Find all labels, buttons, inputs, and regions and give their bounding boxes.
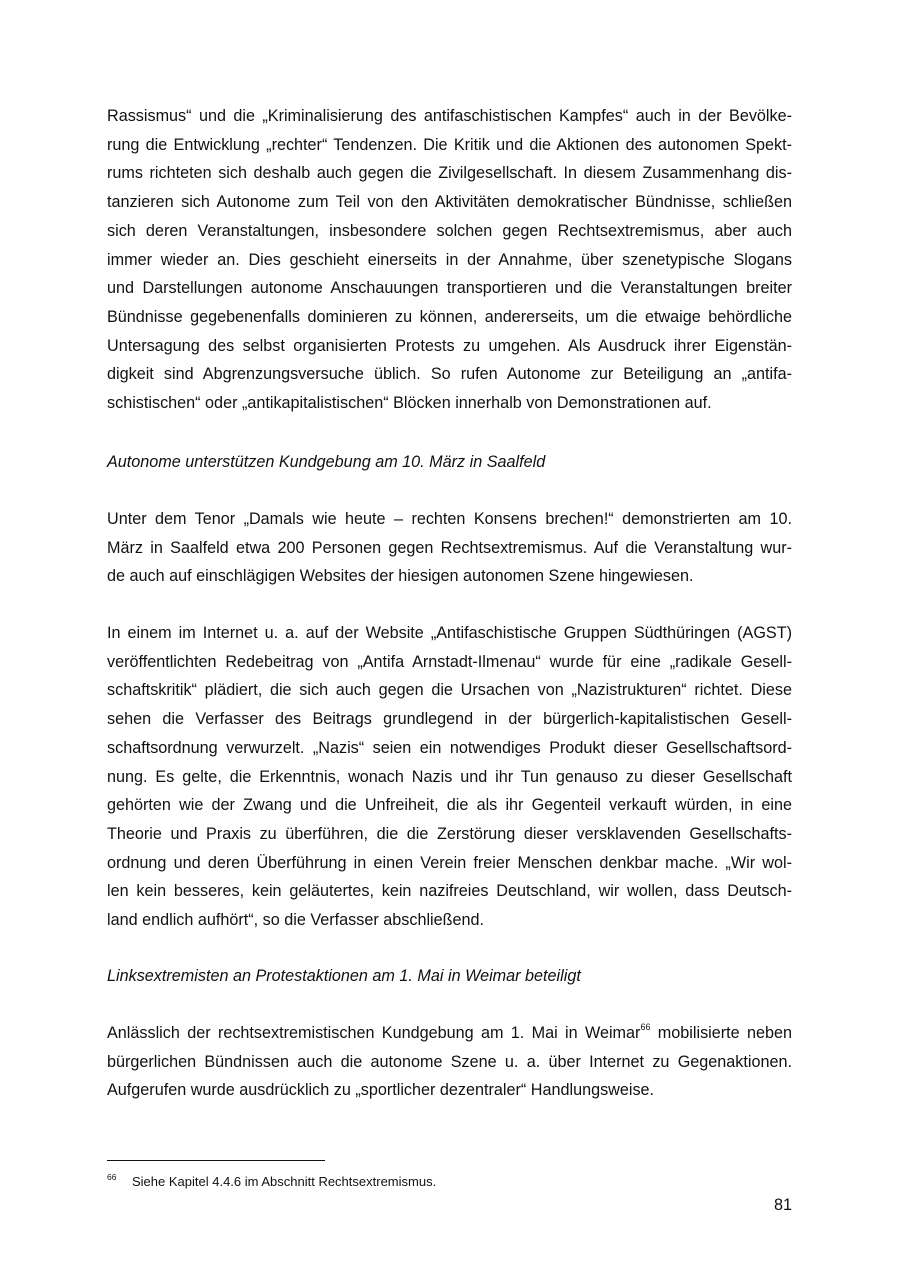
paragraph-line: Theorie und Praxis zu überführen, die die Zerstörung dieser versklavenden Gesellschafts- [107, 824, 792, 843]
paragraph-line: Untersagung des selbst organisierten Protests zu umgehen. Als Ausdruck ihrer Eigenstän- [107, 336, 792, 355]
footnote-separator [107, 1160, 325, 1161]
paragraph-line [107, 1019, 792, 1048]
section-heading-weimar: Linksextremisten an Protestaktionen am 1. Mai in Weimar beteiligt [107, 967, 581, 985]
paragraph-line: schaftskritik“ plädiert, die sich auch gegen die Ursachen von „Nazistrukturen“ richtet. Diese [107, 681, 792, 700]
paragraph-line: ordnung und deren Überführung in einen Verein freier Menschen denkbar mache. „Wir wol- [107, 853, 792, 872]
paragraph-line: Bündnisse gegebenenfalls dominieren zu können, andererseits, um die etwaige behördliche [107, 307, 792, 326]
paragraph-line: rums richteten sich deshalb auch gegen die Zivilgesellschaft. In diesem Zusammenhang dis- [107, 164, 792, 183]
paragraph-autonome-abgrenzung [107, 102, 792, 418]
paragraph-line: sich deren Veranstaltungen, insbesondere solchen gegen Rechtsextremismus, aber auch [107, 221, 792, 240]
paragraph-line: len kein besseres, kein geläutertes, kein nazifreies Deutschland, wir wollen, dass Deutsch- [107, 882, 792, 901]
paragraph-line: Unter dem Tenor „Damals wie heute – rechten Konsens brechen!“ demonstrierten am 10. [107, 510, 792, 528]
paragraph-line: nung. Es gelte, die Erkenntnis, wonach Nazis und ihr Tun genauso zu dieser Gesellschaft [107, 767, 792, 786]
paragraph-line: schistischen“ oder „antikapitalistischen“ Blöcken innerhalb von Demonstrationen auf. [107, 394, 712, 413]
paragraph-line: tanzieren sich Autonome zum Teil von den Aktivitäten demokratischer Bündnisse, schließen [107, 193, 792, 212]
page-number: 81 [773, 1196, 792, 1214]
paragraph-line: sehen die Verfasser des Beitrags grundlegend in der bürgerlich-kapitalistischen Gesell- [107, 710, 792, 729]
paragraph-line: de auch auf einschlägigen Websites der hiesigen autonomen Szene hingewiesen. [107, 567, 694, 586]
paragraph-line-text: mobilisierte neben [650, 1024, 792, 1042]
paragraph-line: schaftsordnung verwurzelt. „Nazis“ seien ein notwendiges Produkt dieser Gesellschaftsord- [107, 738, 792, 757]
footnote [107, 1168, 436, 1191]
paragraph-line: und Darstellungen autonome Anschauungen transportieren und die Veranstaltungen breiter [107, 279, 792, 298]
paragraph-line: gehörten wie der Zwang und die Unfreiheit, die als ihr Gegenteil verkauft würden, in eine [107, 796, 792, 815]
paragraph-line: rung die Entwicklung „rechter“ Tendenzen. Die Kritik und die Aktionen des autonomen Spekt- [107, 135, 792, 154]
paragraph-line-text: Anlässlich der rechtsextremistischen Kundgebung am 1. Mai in Weimar [107, 1024, 641, 1042]
paragraph-weimar [107, 1019, 792, 1105]
footnote-number: 66 [107, 1172, 117, 1182]
paragraph-redebeitrag [107, 619, 792, 935]
paragraph-line: bürgerlichen Bündnissen auch die autonome Szene u. a. über Internet zu Gegenaktionen. [107, 1052, 792, 1071]
paragraph-line: In einem im Internet u. a. auf der Website „Antifaschistische Gruppen Südthüringen (AGST) [107, 624, 792, 642]
footnote-text: Siehe Kapitel 4.4.6 im Abschnitt Rechtsextremismus. [132, 1174, 437, 1189]
paragraph-line: immer wieder an. Dies geschieht einerseits in der Annahme, über szenetypische Slogans [107, 250, 792, 269]
paragraph-line: land endlich aufhört“, so die Verfasser abschließend. [107, 911, 485, 930]
section-heading-saalfeld: Autonome unterstützen Kundgebung am 10. März in Saalfeld [107, 453, 546, 471]
footnote-reference[interactable]: 66 [640, 1022, 651, 1032]
paragraph-saalfeld [107, 505, 792, 591]
paragraph-line: veröffentlichten Redebeitrag von „Antifa Arnstadt-Ilmenau“ wurde für eine „radikale Gesell- [107, 652, 792, 671]
paragraph-line: März in Saalfeld etwa 200 Personen gegen Rechtsextremismus. Auf die Veranstaltung wur- [107, 538, 792, 557]
paragraph-line: Rassismus“ und die „Kriminalisierung des antifaschistischen Kampfes“ auch in der Bevölke- [107, 107, 792, 125]
paragraph-line: digkeit sind Abgrenzungsversuche üblich. So rufen Autonome zur Beteiligung an „antifa- [107, 365, 792, 384]
paragraph-line: Aufgerufen wurde ausdrücklich zu „sportlicher dezentraler“ Handlungsweise. [107, 1081, 655, 1100]
